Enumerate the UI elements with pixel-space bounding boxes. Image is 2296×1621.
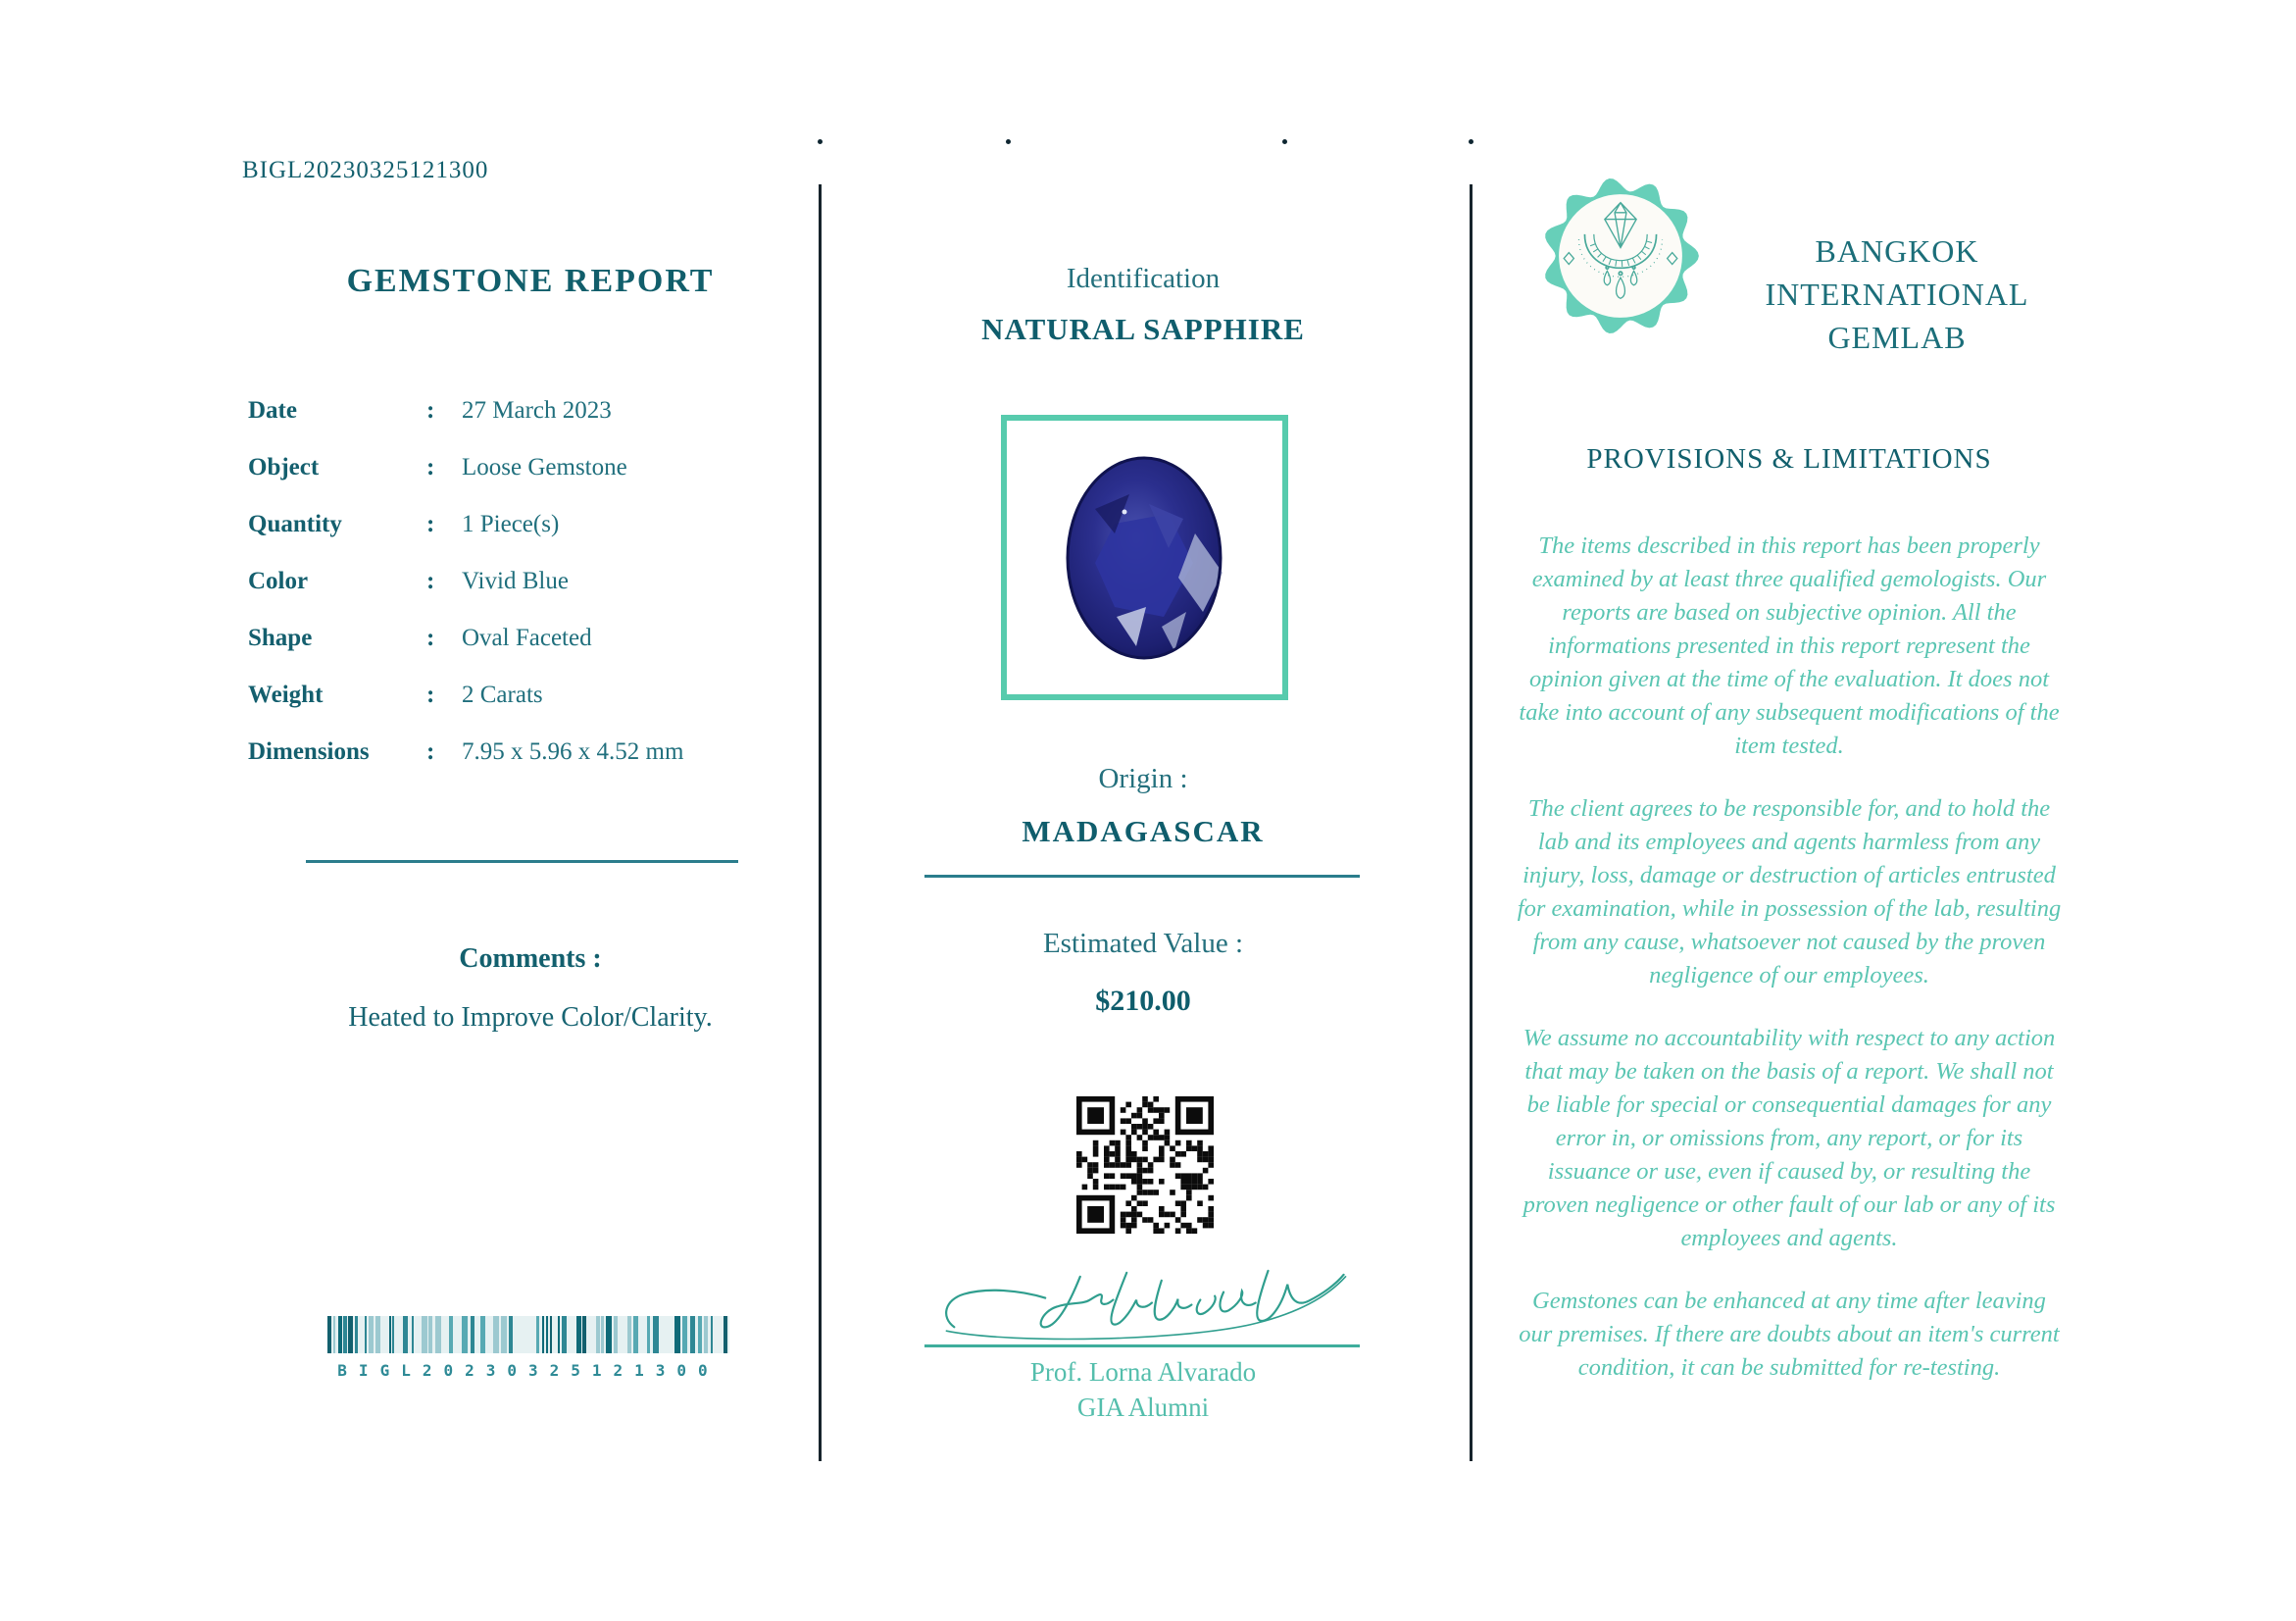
provisions-heading: PROVISIONS & LIMITATIONS	[1586, 443, 1992, 475]
lab-name-line: GEMLAB	[1827, 320, 1967, 355]
qr-code	[1076, 1096, 1214, 1234]
detail-separator: :	[426, 454, 435, 481]
detail-row	[248, 496, 768, 553]
registration-dot	[1006, 139, 1011, 144]
detail-value: Oval Faceted	[462, 625, 592, 651]
detail-separator: :	[426, 397, 435, 424]
detail-row	[248, 553, 768, 610]
report-number: BIGL20230325121300	[242, 157, 489, 183]
detail-value: Loose Gemstone	[462, 454, 627, 481]
detail-row	[248, 382, 768, 439]
detail-row	[248, 610, 768, 667]
report-title: GEMSTONE REPORT	[346, 263, 715, 299]
detail-value: 2 Carats	[462, 682, 543, 708]
gem-photo	[1001, 415, 1288, 700]
origin-label: Origin :	[1098, 763, 1188, 794]
lab-name-line: INTERNATIONAL	[1765, 277, 2029, 312]
signature	[931, 1263, 1359, 1345]
detail-separator: :	[426, 682, 435, 708]
detail-separator: :	[426, 625, 435, 651]
comments-text: Heated to Improve Color/Clarity.	[348, 1002, 713, 1033]
signatory-name: Prof. Lorna Alvarado	[1029, 1357, 1257, 1387]
column-divider-right	[1470, 184, 1472, 1461]
detail-label: Color	[248, 568, 309, 594]
detail-row	[248, 439, 768, 496]
detail-label: Weight	[248, 682, 324, 708]
comments-label: Comments :	[459, 943, 602, 974]
detail-separator: :	[426, 738, 435, 765]
gemlab-logo-icon	[1537, 173, 1704, 339]
gem-name: NATURAL SAPPHIRE	[981, 312, 1305, 346]
barcode	[327, 1316, 729, 1380]
registration-dot	[818, 139, 823, 144]
detail-value: 1 Piece(s)	[462, 511, 560, 537]
signature-line	[924, 1344, 1360, 1347]
estimated-value-label: Estimated Value :	[1042, 928, 1244, 959]
registration-dot	[1282, 139, 1287, 144]
provisions-paragraph: Gemstones can be enhanced at any time after leaving our premises. If there are doubts about an item's current condition, it can be submitted for re-testing.	[1519, 1288, 2060, 1381]
signatory-title: GIA Alumni	[1076, 1393, 1210, 1422]
identification-label: Identification	[1066, 263, 1221, 294]
comments-divider-line	[306, 860, 738, 863]
detail-label: Quantity	[248, 511, 342, 537]
detail-separator: :	[426, 568, 435, 594]
detail-label: Dimensions	[248, 738, 370, 765]
origin-value: MADAGASCAR	[1022, 814, 1265, 848]
registration-dot	[1469, 139, 1473, 144]
origin-divider-line	[924, 875, 1360, 878]
provisions-paragraph: The client agrees to be responsible for, and to hold the lab and its employees and agents harmless from any injury, loss, damage or destruction of articles entrusted for examination, while in possession of the lab, resulting from any cause, whatsoever not caused by the proven negligence of our employees.	[1517, 795, 2062, 988]
sapphire-image	[1007, 421, 1282, 694]
lab-name-line: BANGKOK	[1815, 233, 1979, 269]
detail-label: Date	[248, 397, 297, 424]
barcode-stripes	[327, 1316, 729, 1353]
provisions-paragraphs	[1515, 530, 2064, 1414]
provisions-paragraph: The items described in this report has been properly examined by at least three qualified gemologists. Our reports are based on subjective opinion. All the informations presented in this report represent the opinion given at the time of the evaluation. It does not take into account of any subsequent modifications of the item tested.	[1519, 532, 2060, 759]
details-list	[248, 382, 768, 781]
estimated-value: $210.00	[1095, 985, 1191, 1017]
lab-name	[1716, 229, 2078, 359]
column-divider-left	[819, 184, 822, 1461]
detail-row	[248, 667, 768, 724]
barcode-text: BIGL20230325121300	[337, 1361, 720, 1380]
detail-value: Vivid Blue	[462, 568, 569, 594]
detail-row	[248, 724, 768, 781]
detail-label: Object	[248, 454, 320, 481]
detail-separator: :	[426, 511, 435, 537]
provisions-paragraph: We assume no accountability with respect to any action that may be taken on the basis of a report. We shall not be liable for special or consequential damages for any error in, or omissions from, any report, or for its issuance or use, even if caused by, or resulting the proven negligence or other fault of our lab or any of its employees and agents.	[1522, 1025, 2056, 1251]
detail-value: 7.95 x 5.96 x 4.52 mm	[462, 738, 684, 765]
detail-label: Shape	[248, 625, 313, 651]
detail-value: 27 March 2023	[462, 397, 612, 424]
